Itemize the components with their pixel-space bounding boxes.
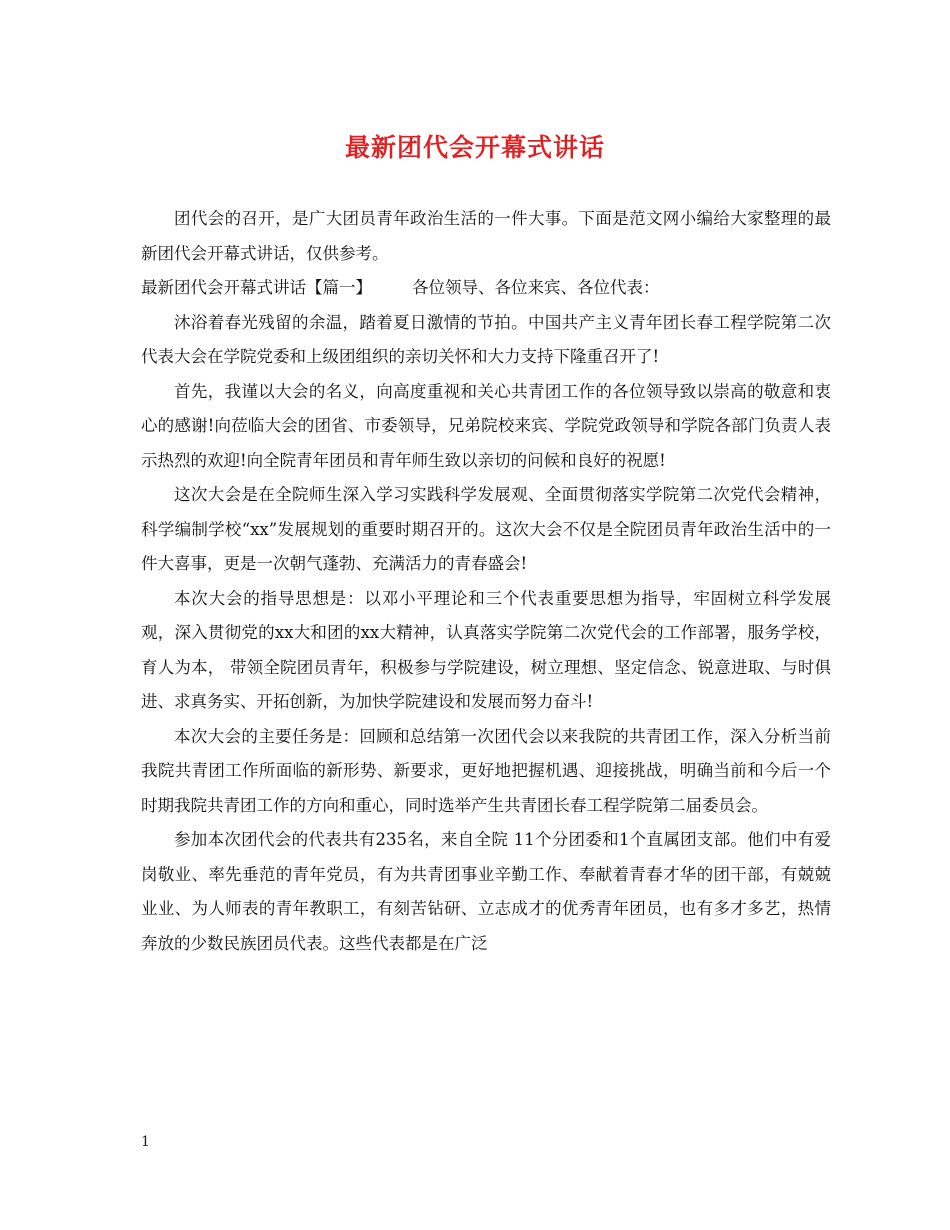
- page-number: 1: [141, 1134, 150, 1150]
- body-paragraph: 首先，我谨以大会的名义，向高度重视和关心共青团工作的各位领导致以崇高的敬意和衷心的感谢!向莅临大会的团省、市委领导，兄弟院校来宾、学院党政领导和学院各部门负责人表示热烈的欢迎!向全院青年团员和青年师生致以亲切的问候和良好的祝愿!: [141, 381, 831, 470]
- salutation: 各位领导、各位来宾、各位代表：: [412, 278, 660, 297]
- body-paragraph: 这次大会是在全院师生深入学习实践科学发展观、全面贯彻落实学院第二次党代会精神，科学编制学校“xx”发展规划的重要时期召开的。这次大会不仅是全院团员青年政治生活中的一件大喜事，更是一次朝气蓬勃、充满活力的青春盛会!: [141, 485, 831, 573]
- document-body: [141, 202, 831, 961]
- body-paragraph: 沐浴着春光残留的余温，踏着夏日激情的节拍。中国共产主义青年团长春工程学院第二次代表大会在学院党委和上级团组织的亲切关怀和大力支持下隆重召开了!: [141, 312, 831, 366]
- section-heading: 最新团代会开幕式讲话【篇一】: [141, 278, 372, 297]
- document-title: 最新团代会开幕式讲话: [344, 133, 605, 162]
- intro-paragraph: 团代会的召开，是广大团员青年政治生活的一件大事。下面是范文网小编给大家整理的最新团代会开幕式讲话，仅供参考。: [141, 209, 831, 263]
- body-paragraph: 参加本次团代会的代表共有235名，来自全院 11个分团委和1个直属团支部。他们中有爱岗敬业、率先垂范的青年党员，有为共青团事业辛勤工作、奉献着青春才华的团干部，有兢兢业业、为人师表的青年教职工，有刻苦钻研、立志成才的优秀青年团员，也有多才多艺，热情奔放的少数民族团员代表。这些代表都是在广泛: [141, 830, 831, 953]
- body-paragraph: 本次大会的主要任务是：回顾和总结第一次团代会以来我院的共青团工作，深入分析当前我院共青团工作所面临的新形势、新要求，更好地把握机遇、迎接挑战，明确当前和今后一个时期我院共青团工作的方向和重心，同时选举产生共青团长春工程学院第二届委员会。: [141, 726, 831, 815]
- body-paragraph: 本次大会的指导思想是：以邓小平理论和三个代表重要思想为指导，牢固树立科学发展观，深入贯彻党的xx大和团的xx大精神，认真落实学院第二次党代会的工作部署，服务学校，育人为本， 带领全院团员青年，积极参与学院建设，树立理想、坚定信念、锐意进取、与时俱进、求真务实、开拓创新，为加快学院建设和发展而努力奋斗!: [141, 588, 831, 711]
- section-heading-line: [141, 271, 831, 306]
